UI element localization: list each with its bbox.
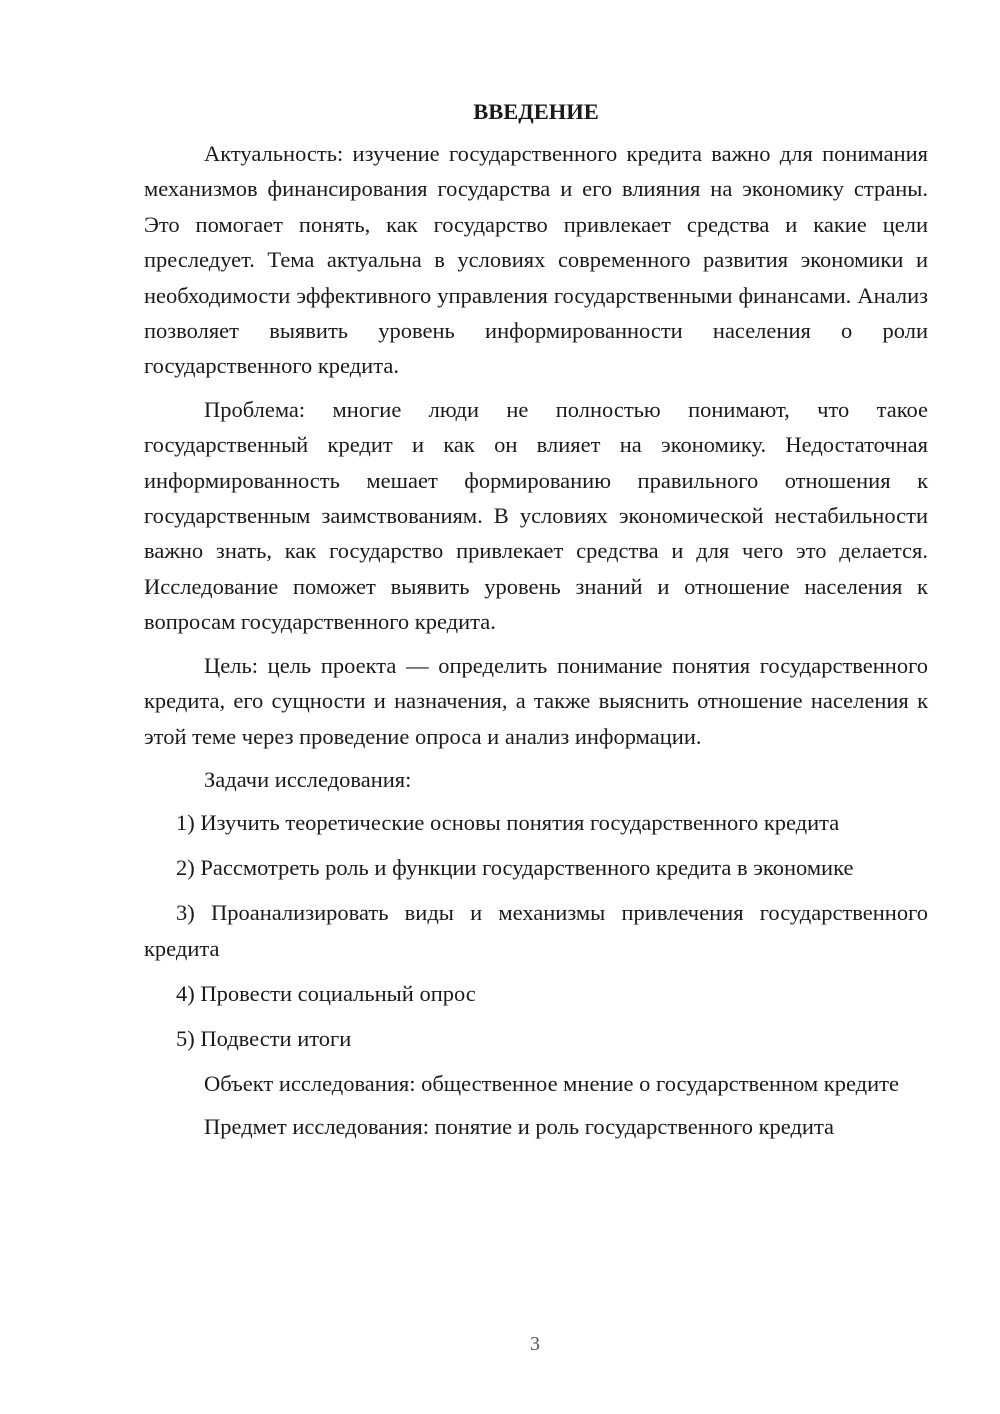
document-body <box>144 96 928 1153</box>
task-item: 5) Подвести итоги <box>176 1025 352 1051</box>
paragraph-subject: Предмет исследования: понятие и роль государственного кредита <box>204 1114 835 1140</box>
page-number: 3 <box>530 1333 540 1355</box>
section-title: ВВЕДЕНИЕ <box>473 99 599 124</box>
task-item: 3) Проанализировать виды и механизмы привлечения государственного кредита <box>144 900 928 961</box>
paragraph-object: Объект исследования: общественное мнение о государственном кредите <box>204 1070 899 1096</box>
paragraph-problem: Проблема: многие люди не полностью понимают, что такое государственный кредит и как он влияет на экономику. Недостаточная информированность мешает формированию правильного отношения к государственным заимствованиям. В условиях экономической нестабильности важно знать, как государство привлекает средства и для чего это делается. Исследование поможет выявить уровень знаний и отношение населения к вопросам государственного кредита. <box>144 396 928 635</box>
tasks-heading: Задачи исследования: <box>204 766 412 792</box>
paragraph-goal: Цель: цель проекта — определить понимание понятия государственного кредита, его сущности и назначения, а также выяснить отношение населения к этой теме через проведение опроса и анализ информации. <box>144 652 928 749</box>
task-item: 2) Рассмотреть роль и функции государственного кредита в экономике <box>176 855 854 881</box>
task-item: 1) Изучить теоретические основы понятия государственного кредита <box>176 810 840 836</box>
task-item: 4) Провести социальный опрос <box>176 980 476 1006</box>
paragraph-relevance: Актуальность: изучение государственного кредита важно для понимания механизмов финансирования государства и его влияния на экономику страны. Это помогает понять, как государство привлекает средства и какие цели преследует. Тема актуальна в условиях современного развития экономики и необходимости эффективного управления государственными финансами. Анализ позволяет выявить уровень информированности населения о роли государственного кредита. <box>144 141 928 379</box>
